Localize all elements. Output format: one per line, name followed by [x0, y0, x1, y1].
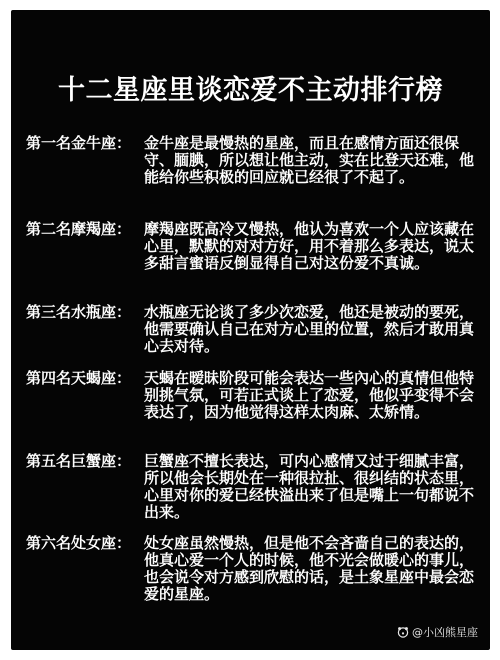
poster-card [11, 10, 490, 650]
rank-description: 天蝎在暧昧阶段可能会表达一些內心的真情但他特别挑气氛，可若正式谈上了恋爱，他似乎变得不会表达了，因为他觉得这样太肉麻、太矫情。 [144, 369, 475, 421]
rank-description: 金牛座是最慢热的星座，而且在感情方面还很保守、腼腆，所以想让他主动，实在比登天还难，他能给你些积极的回应就已经很了不起了。 [144, 134, 475, 186]
rank-description: 摩羯座既高冷又慢热，他认为喜欢一个人应该藏在心里，默默的对对方好，用不着那么多表达，说太多甜言蜜语反倒显得自己对这份爱不真诚。 [144, 220, 475, 272]
rank-label: 第二名摩羯座： [26, 220, 132, 238]
rank-label: 第六名处女座： [26, 534, 132, 552]
rank-description: 水瓶座无论谈了多少次恋爱，他还是被动的要死，他需要确认自己在对方心里的位置，然后才敢用真心去对待。 [144, 303, 475, 355]
page-title: 十二星座里谈恋爱不主动排行榜 [58, 75, 443, 106]
bear-logo-icon [397, 626, 409, 638]
rank-description: 巨蟹座不擅长表达，可内心感情又过于细腻丰富，所以他会长期处在一种很拉扯、很纠结的状态里，心里对你的爱已经快溢出来了但是嘴上一句都说不出来。 [144, 452, 475, 521]
rank-label: 第一名金牛座： [26, 134, 132, 152]
rank-label: 第五名巨蟹座： [26, 452, 132, 470]
rank-label: 第三名水瓶座： [26, 303, 132, 321]
watermark [397, 624, 478, 640]
rank-label: 第四名天蝎座： [26, 369, 132, 387]
watermark-text: @小凶熊星座 [412, 626, 478, 639]
rank-description: 处女座虽然慢热，但是他不会吝啬自己的表达的，他真心爱一个人的时候，他不光会做暖心的事儿，也会说令对方感到欣慰的话，是土象星座中最会恋爱的星座。 [144, 534, 475, 603]
